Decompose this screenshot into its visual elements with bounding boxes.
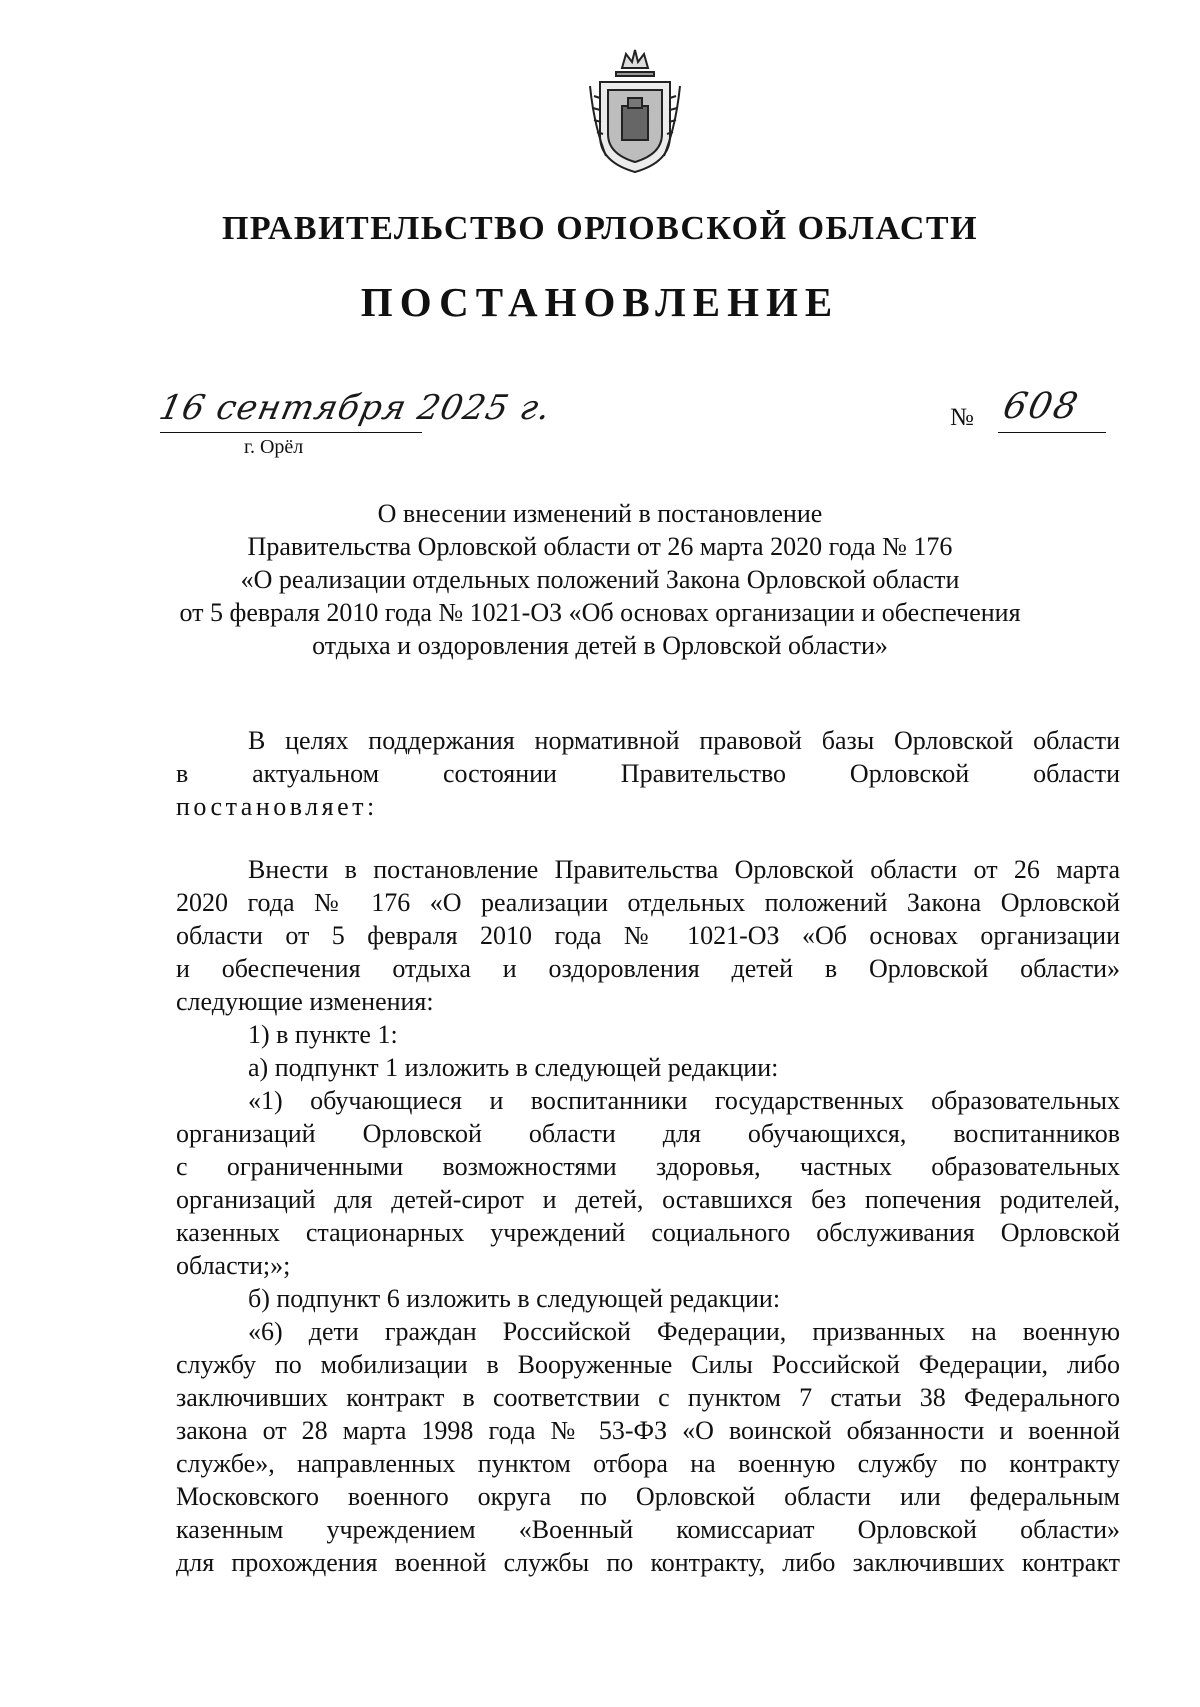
text-line: 1) в пункте 1:	[248, 1020, 398, 1049]
document-subject-title	[150, 497, 1050, 662]
text-line: области;»;	[176, 1251, 291, 1280]
date-underline	[160, 432, 422, 433]
number-sign: №	[950, 404, 974, 431]
title-line: отдыха и оздоровления детей в Орловской области»	[312, 631, 888, 660]
text-line: заключивших контракт в соответствии с пунктом 7 статьи 38 Федерального	[176, 1383, 1120, 1412]
text-line: 2020 года № 176 «О реализации отдельных положений Закона Орловской	[176, 888, 1120, 917]
text-line: а) подпункт 1 изложить в следующей редакции:	[248, 1053, 779, 1082]
text-line: службе», направленных пунктом отбора на военную службу по контракту	[176, 1449, 1120, 1478]
text-line: постановляет:	[176, 792, 378, 821]
text-line: В целях поддержания нормативной правовой базы Орловской области	[248, 726, 1120, 755]
title-line: «О реализации отдельных положений Закона Орловской области	[240, 565, 960, 594]
text-line: Внести в постановление Правительства Орловской области от 26 марта	[248, 855, 1120, 884]
resolution-body	[176, 853, 1120, 1579]
text-line: «1) обучающиеся и воспитанники государственных образовательных	[248, 1086, 1120, 1115]
handwritten-date: 16 сентября 2025 г.	[155, 388, 555, 428]
text-line: с ограниченными возможностями здоровья, частных образовательных	[176, 1152, 1120, 1181]
preamble-paragraph	[176, 724, 1120, 823]
government-name: ПРАВИТЕЛЬСТВО ОРЛОВСКОЙ ОБЛАСТИ	[221, 210, 979, 247]
text-line: для прохождения военной службы по контракту, либо заключивших контракт	[176, 1548, 1120, 1577]
title-line: О внесении изменений в постановление	[377, 499, 823, 528]
number-underline	[998, 432, 1106, 433]
text-line: казенных стационарных учреждений социального обслуживания Орловской	[176, 1218, 1120, 1247]
text-line: казенным учреждением «Военный комиссариат Орловской области»	[176, 1515, 1120, 1544]
text-line: службу по мобилизации в Вооруженные Силы Российской Федерации, либо	[176, 1350, 1120, 1379]
city-label: г. Орёл	[244, 436, 304, 458]
text-line: Московского военного округа по Орловской области или федеральным	[176, 1482, 1120, 1511]
text-line: области от 5 февраля 2010 года № 1021-ОЗ «Об основах организации	[176, 921, 1120, 950]
text-line: «6) дети граждан Российской Федерации, призванных на военную	[248, 1317, 1120, 1346]
text-line: организаций Орловской области для обучающихся, воспитанников	[176, 1119, 1120, 1148]
document-type-title: ПОСТАНОВЛЕНИЕ	[360, 279, 840, 325]
text-line: б) подпункт 6 изложить в следующей редакции:	[248, 1284, 781, 1313]
coat-of-arms-emblem	[586, 46, 684, 174]
text-line: организаций для детей-сирот и детей, оставшихся без попечения родителей,	[176, 1185, 1120, 1214]
title-line: Правительства Орловской области от 26 марта 2020 года № 176	[247, 532, 953, 561]
title-line: от 5 февраля 2010 года № 1021-ОЗ «Об основах организации и обеспечения	[179, 598, 1021, 627]
text-line: следующие изменения:	[176, 987, 434, 1016]
text-line: закона от 28 марта 1998 года № 53-ФЗ «О воинской обязанности и военной	[176, 1416, 1120, 1445]
handwritten-number: 608	[999, 386, 1084, 427]
text-line: и обеспечения отдыха и оздоровления детей в Орловской области»	[176, 954, 1120, 983]
text-line: в актуальном состоянии Правительство Орловской области	[176, 759, 1120, 788]
